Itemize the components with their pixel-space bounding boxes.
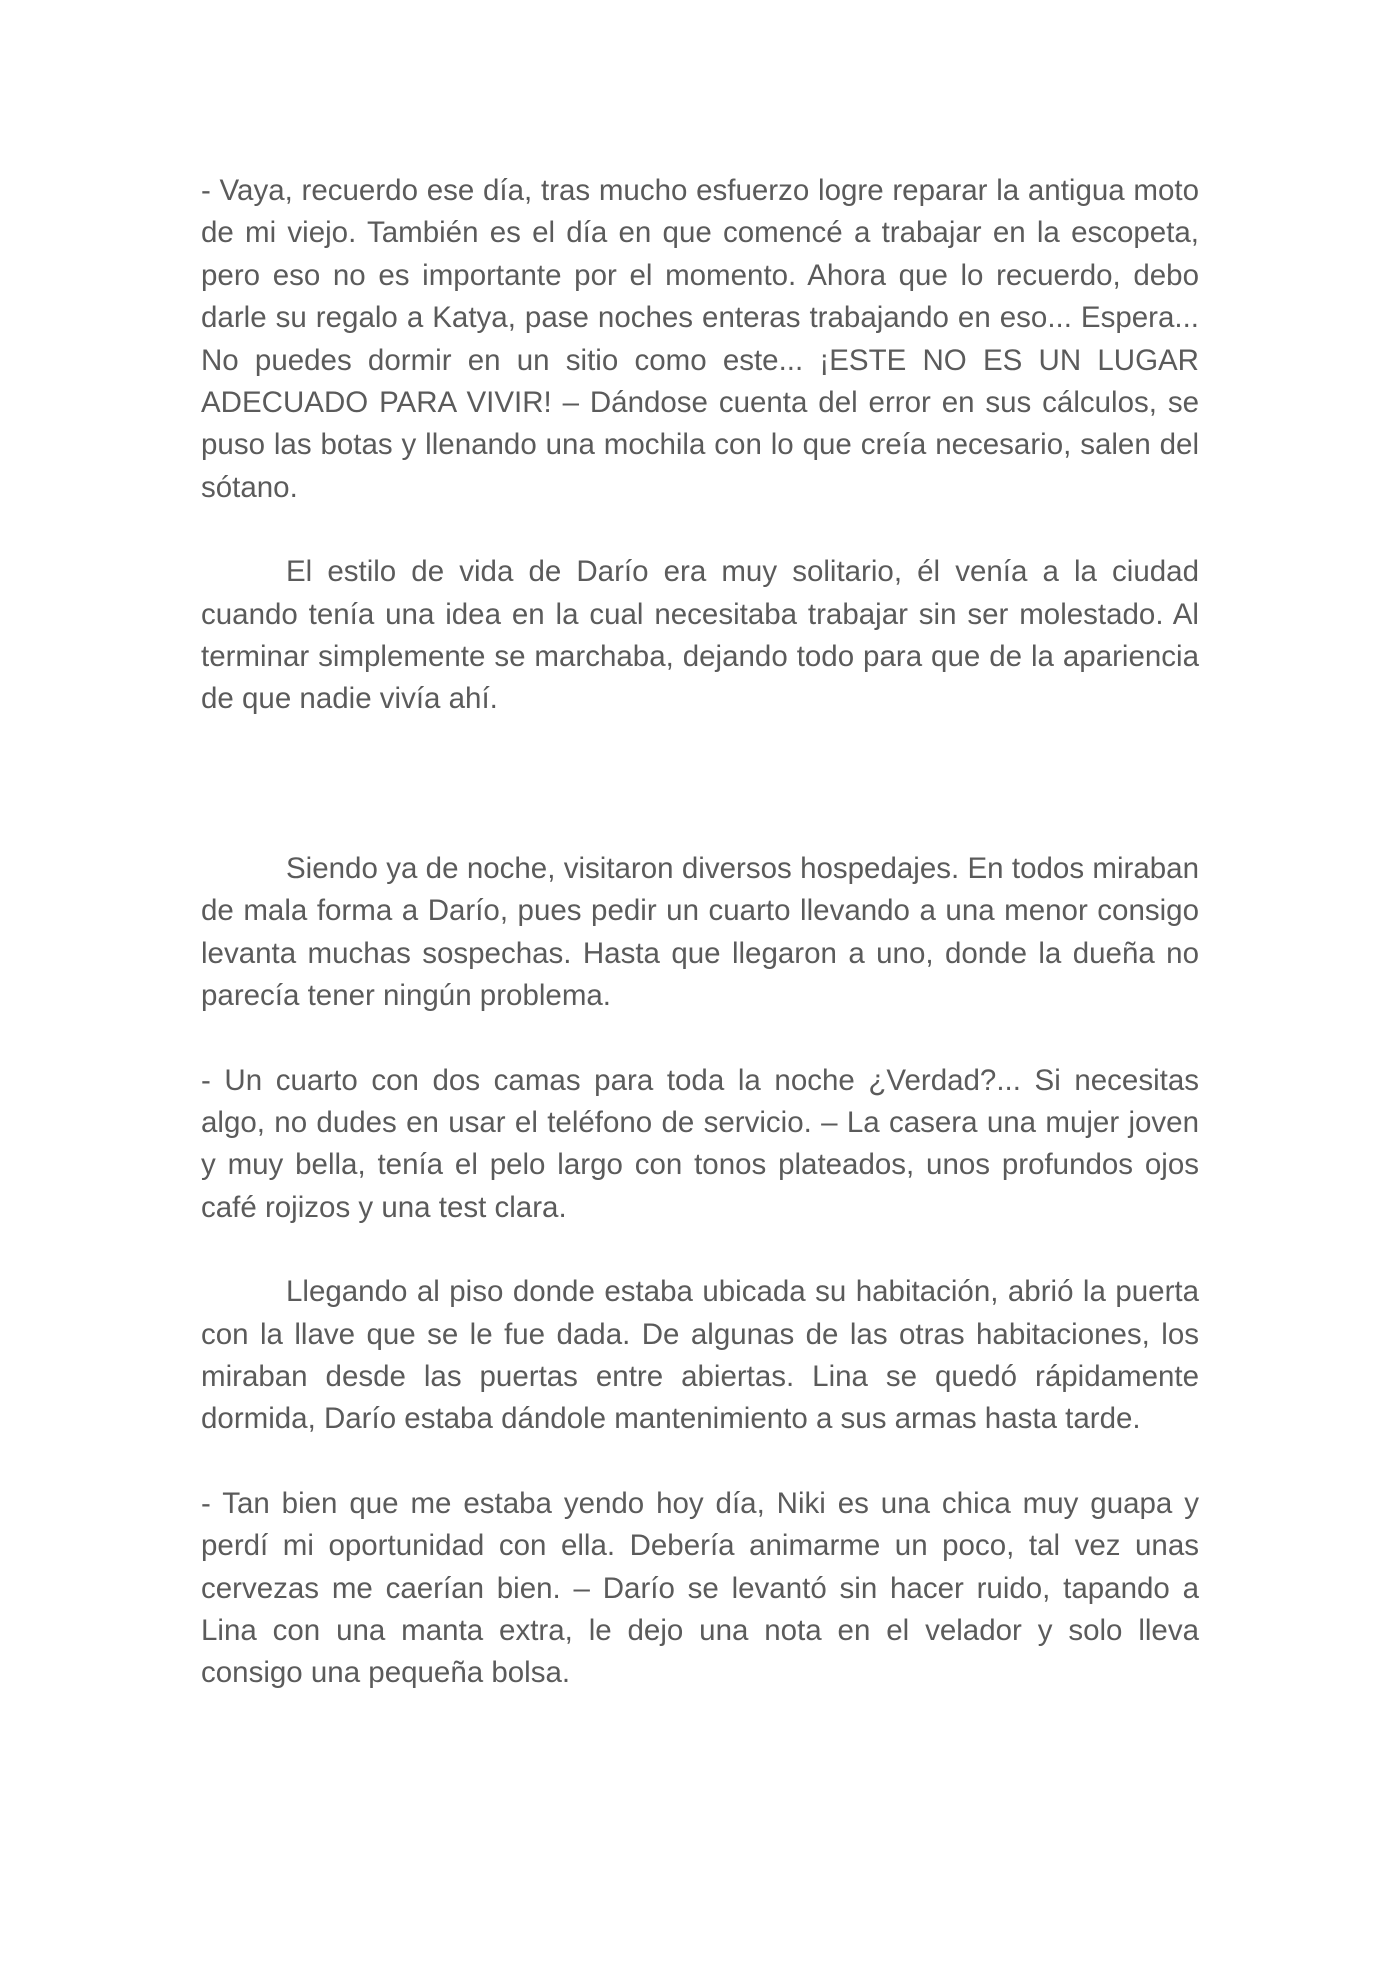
narration-paragraph-2: El estilo de vida de Darío era muy solitario, él venía a la ciudad cuando tenía una idea en la cual necesitaba trabajar sin ser molestado. Al terminar simplemente se marchaba, dejando todo para que de la apariencia de que nadie vivía ahí. (201, 555, 1199, 716)
dialogue-paragraph-1: - Vaya, recuerdo ese día, tras mucho esfuerzo logre reparar la antigua moto de mi viejo. También es el día en que comencé a trabajar en la escopeta, pero eso no es importante por el momento. Ahora que lo recuerdo, debo darle su regalo a Katya, pase noches enteras trabajando en eso... Espera... No puedes dormir en un sitio como este... ¡ESTE NO ES UN LUGAR ADECUADO PARA VIVIR! – Dándose cuenta del error en sus cálculos, se puso las botas y llenando una mochila con lo que creía necesario, salen del sótano. (201, 174, 1199, 504)
text-column (201, 170, 1199, 1695)
dialogue-paragraph-4: - Un cuarto con dos camas para toda la noche ¿Verdad?... Si necesitas algo, no dudes en usar el teléfono de servicio. – La casera una mujer joven y muy bella, tenía el pelo largo con tonos plateados, unos profundos ojos café rojizos y una test clara. (201, 1063, 1199, 1224)
narration-paragraph-5: Llegando al piso donde estaba ubicada su habitación, abrió la puerta con la llave que se le fue dada. De algunas de las otras habitaciones, los miraban desde las puertas entre abiertas. Lina se quedó rápidamente dormida, Darío estaba dándole mantenimiento a sus armas hasta tarde. (201, 1275, 1199, 1436)
dialogue-paragraph-6: - Tan bien que me estaba yendo hoy día, Niki es una chica muy guapa y perdí mi oportunidad con ella. Debería animarme un poco, tal vez unas cervezas me caerían bien. – Darío se levantó sin hacer ruido, tapando a Lina con una manta extra, le dejo una nota en el velador y solo lleva consigo una pequeña bolsa. (201, 1486, 1199, 1690)
narration-paragraph-3: Siendo ya de noche, visitaron diversos hospedajes. En todos miraban de mala forma a Darío, pues pedir un cuarto llevando a una menor consigo levanta muchas sospechas. Hasta que llegaron a uno, donde la dueña no parecía tener ningún problema. (201, 851, 1199, 1013)
